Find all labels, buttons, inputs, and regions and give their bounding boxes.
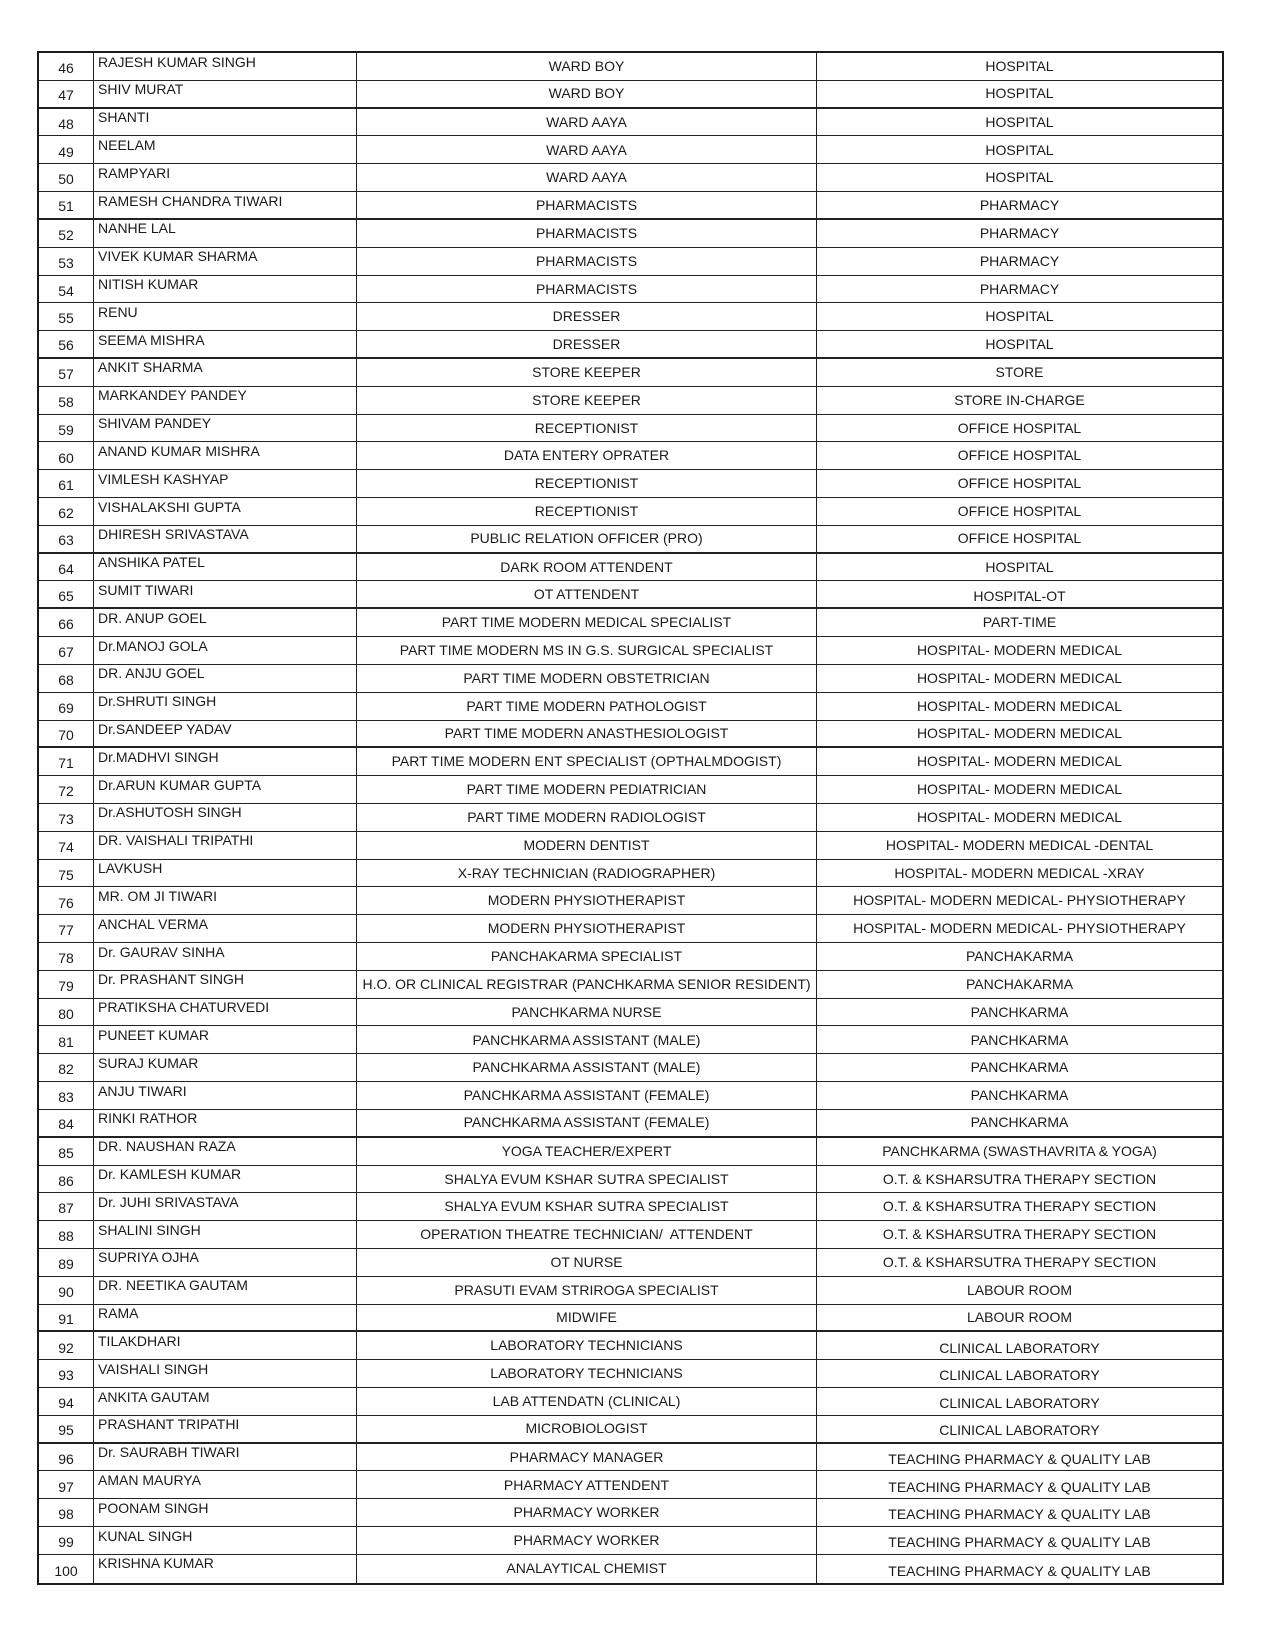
department-cell: STORE IN-CHARGE	[817, 387, 1222, 415]
department-cell: HOSPITAL- MODERN MEDICAL	[817, 776, 1222, 804]
department-cell: HOSPITAL-OT	[817, 581, 1222, 609]
table-row	[39, 53, 1222, 81]
name-cell: ANKIT SHARMA	[94, 359, 357, 387]
table-row	[39, 192, 1222, 220]
name-cell: MR. OM JI TIWARI	[94, 887, 357, 915]
row-number-cell: 78	[39, 943, 94, 971]
department-cell: PANCHAKARMA	[817, 943, 1222, 971]
table-row	[39, 415, 1222, 443]
department-cell: HOSPITAL- MODERN MEDICAL	[817, 804, 1222, 832]
position-cell: LABORATORY TECHNICIANS	[357, 1360, 817, 1388]
position-cell: PHARMACY WORKER	[357, 1527, 817, 1555]
department-cell: CLINICAL LABORATORY	[817, 1388, 1222, 1416]
name-cell: DHIRESH SRIVASTAVA	[94, 526, 357, 554]
table-row	[39, 1249, 1222, 1277]
name-cell: VIVEK KUMAR SHARMA	[94, 248, 357, 276]
row-number-cell: 90	[39, 1277, 94, 1305]
row-number-cell: 50	[39, 164, 94, 192]
table-row	[39, 721, 1222, 749]
row-number-cell: 99	[39, 1527, 94, 1555]
table-row	[39, 860, 1222, 888]
position-cell: PANCHAKARMA SPECIALIST	[357, 943, 817, 971]
staff-table	[37, 51, 1224, 1585]
name-cell: RAMA	[94, 1305, 357, 1333]
row-number-cell: 56	[39, 331, 94, 359]
position-cell: RECEPTIONIST	[357, 470, 817, 498]
department-cell: CLINICAL LABORATORY	[817, 1332, 1222, 1360]
name-cell: RENU	[94, 303, 357, 331]
table-row	[39, 1193, 1222, 1221]
table-row	[39, 748, 1222, 776]
row-number-cell: 64	[39, 554, 94, 582]
department-cell: PANCHKARMA	[817, 1110, 1222, 1138]
name-cell: PUNEET KUMAR	[94, 1026, 357, 1054]
row-number-cell: 61	[39, 470, 94, 498]
name-cell: RAMESH CHANDRA TIWARI	[94, 192, 357, 220]
row-number-cell: 63	[39, 526, 94, 554]
table-row	[39, 1305, 1222, 1333]
row-number-cell: 69	[39, 693, 94, 721]
table-row	[39, 776, 1222, 804]
department-cell: HOSPITAL	[817, 53, 1222, 81]
position-cell: MODERN PHYSIOTHERAPIST	[357, 915, 817, 943]
department-cell: PART-TIME	[817, 609, 1222, 637]
department-cell: HOSPITAL- MODERN MEDICAL -DENTAL	[817, 832, 1222, 860]
name-cell: Dr. KAMLESH KUMAR	[94, 1166, 357, 1194]
table-row	[39, 1054, 1222, 1082]
name-cell: LAVKUSH	[94, 860, 357, 888]
row-number-cell: 80	[39, 999, 94, 1027]
department-cell: O.T. & KSHARSUTRA THERAPY SECTION	[817, 1221, 1222, 1249]
row-number-cell: 62	[39, 498, 94, 526]
position-cell: RECEPTIONIST	[357, 498, 817, 526]
row-number-cell: 81	[39, 1026, 94, 1054]
row-number-cell: 70	[39, 721, 94, 749]
name-cell: NITISH KUMAR	[94, 276, 357, 304]
department-cell: PANCHKARMA	[817, 999, 1222, 1027]
position-cell: OPERATION THEATRE TECHNICIAN/ ATTENDENT	[357, 1221, 817, 1249]
name-cell: SHANTI	[94, 109, 357, 137]
table-row	[39, 637, 1222, 665]
department-cell: PHARMACY	[817, 220, 1222, 248]
position-cell: STORE KEEPER	[357, 387, 817, 415]
position-cell: PANCHKARMA ASSISTANT (FEMALE)	[357, 1082, 817, 1110]
department-cell: O.T. & KSHARSUTRA THERAPY SECTION	[817, 1249, 1222, 1277]
row-number-cell: 89	[39, 1249, 94, 1277]
table-row	[39, 1499, 1222, 1527]
position-cell: PART TIME MODERN PEDIATRICIAN	[357, 776, 817, 804]
name-cell: KRISHNA KUMAR	[94, 1555, 357, 1583]
position-cell: PANCHKARMA ASSISTANT (MALE)	[357, 1026, 817, 1054]
department-cell: TEACHING PHARMACY & QUALITY LAB	[817, 1527, 1222, 1555]
row-number-cell: 87	[39, 1193, 94, 1221]
department-cell: HOSPITAL	[817, 164, 1222, 192]
row-number-cell: 74	[39, 832, 94, 860]
department-cell: HOSPITAL	[817, 136, 1222, 164]
row-number-cell: 60	[39, 442, 94, 470]
position-cell: MIDWIFE	[357, 1305, 817, 1333]
row-number-cell: 88	[39, 1221, 94, 1249]
name-cell: DR. ANUP GOEL	[94, 609, 357, 637]
department-cell: LABOUR ROOM	[817, 1305, 1222, 1333]
row-number-cell: 86	[39, 1166, 94, 1194]
name-cell: POONAM SINGH	[94, 1499, 357, 1527]
position-cell: DATA ENTERY OPRATER	[357, 442, 817, 470]
department-cell: HOSPITAL- MODERN MEDICAL	[817, 693, 1222, 721]
name-cell: Dr. PRASHANT SINGH	[94, 971, 357, 999]
table-row	[39, 1138, 1222, 1166]
row-number-cell: 52	[39, 220, 94, 248]
name-cell: Dr.ARUN KUMAR GUPTA	[94, 776, 357, 804]
name-cell: MARKANDEY PANDEY	[94, 387, 357, 415]
position-cell: STORE KEEPER	[357, 359, 817, 387]
table-row	[39, 220, 1222, 248]
name-cell: Dr.SHRUTI SINGH	[94, 693, 357, 721]
table-row	[39, 832, 1222, 860]
position-cell: WARD BOY	[357, 81, 817, 109]
name-cell: SHALINI SINGH	[94, 1221, 357, 1249]
table-row	[39, 1221, 1222, 1249]
row-number-cell: 54	[39, 276, 94, 304]
position-cell: H.O. OR CLINICAL REGISTRAR (PANCHKARMA SENIOR RESIDENT)	[357, 971, 817, 999]
table-row	[39, 359, 1222, 387]
table-row	[39, 665, 1222, 693]
name-cell: SHIVAM PANDEY	[94, 415, 357, 443]
row-number-cell: 58	[39, 387, 94, 415]
department-cell: HOSPITAL	[817, 303, 1222, 331]
name-cell: NANHE LAL	[94, 220, 357, 248]
table-row	[39, 999, 1222, 1027]
table-row	[39, 915, 1222, 943]
name-cell: VAISHALI SINGH	[94, 1360, 357, 1388]
position-cell: WARD AAYA	[357, 109, 817, 137]
row-number-cell: 57	[39, 359, 94, 387]
position-cell: PRASUTI EVAM STRIROGA SPECIALIST	[357, 1277, 817, 1305]
row-number-cell: 66	[39, 609, 94, 637]
department-cell: HOSPITAL- MODERN MEDICAL	[817, 637, 1222, 665]
table-row	[39, 554, 1222, 582]
name-cell: SHIV MURAT	[94, 81, 357, 109]
row-number-cell: 55	[39, 303, 94, 331]
position-cell: PART TIME MODERN OBSTETRICIAN	[357, 665, 817, 693]
table-row	[39, 1388, 1222, 1416]
department-cell: HOSPITAL	[817, 554, 1222, 582]
name-cell: PRASHANT TRIPATHI	[94, 1416, 357, 1444]
position-cell: PART TIME MODERN PATHOLOGIST	[357, 693, 817, 721]
table-row	[39, 1166, 1222, 1194]
name-cell: SURAJ KUMAR	[94, 1054, 357, 1082]
row-number-cell: 53	[39, 248, 94, 276]
position-cell: PHARMACISTS	[357, 220, 817, 248]
table-row	[39, 1444, 1222, 1472]
department-cell: TEACHING PHARMACY & QUALITY LAB	[817, 1471, 1222, 1499]
name-cell: Dr.MADHVI SINGH	[94, 748, 357, 776]
table-row	[39, 971, 1222, 999]
department-cell: OFFICE HOSPITAL	[817, 442, 1222, 470]
position-cell: PART TIME MODERN ANASTHESIOLOGIST	[357, 721, 817, 749]
table-row	[39, 887, 1222, 915]
position-cell: OT ATTENDENT	[357, 581, 817, 609]
position-cell: MICROBIOLOGIST	[357, 1416, 817, 1444]
table-row	[39, 943, 1222, 971]
name-cell: KUNAL SINGH	[94, 1527, 357, 1555]
position-cell: SHALYA EVUM KSHAR SUTRA SPECIALIST	[357, 1193, 817, 1221]
row-number-cell: 73	[39, 804, 94, 832]
name-cell: DR. NEETIKA GAUTAM	[94, 1277, 357, 1305]
department-cell: PANCHKARMA	[817, 1054, 1222, 1082]
name-cell: SUPRIYA OJHA	[94, 1249, 357, 1277]
row-number-cell: 59	[39, 415, 94, 443]
department-cell: CLINICAL LABORATORY	[817, 1416, 1222, 1444]
name-cell: ANSHIKA PATEL	[94, 554, 357, 582]
position-cell: PHARMACY WORKER	[357, 1499, 817, 1527]
department-cell: PANCHKARMA	[817, 1082, 1222, 1110]
name-cell: ANCHAL VERMA	[94, 915, 357, 943]
position-cell: PHARMACY MANAGER	[357, 1444, 817, 1472]
row-number-cell: 72	[39, 776, 94, 804]
position-cell: X-RAY TECHNICIAN (RADIOGRAPHER)	[357, 860, 817, 888]
department-cell: TEACHING PHARMACY & QUALITY LAB	[817, 1499, 1222, 1527]
department-cell: HOSPITAL- MODERN MEDICAL- PHYSIOTHERAPY	[817, 915, 1222, 943]
table-row	[39, 1332, 1222, 1360]
name-cell: SUMIT TIWARI	[94, 581, 357, 609]
table-row	[39, 609, 1222, 637]
row-number-cell: 83	[39, 1082, 94, 1110]
row-number-cell: 67	[39, 637, 94, 665]
name-cell: Dr. SAURABH TIWARI	[94, 1444, 357, 1472]
table-row	[39, 303, 1222, 331]
position-cell: ANALAYTICAL CHEMIST	[357, 1555, 817, 1583]
position-cell: MODERN PHYSIOTHERAPIST	[357, 887, 817, 915]
row-number-cell: 51	[39, 192, 94, 220]
table-row	[39, 1360, 1222, 1388]
department-cell: TEACHING PHARMACY & QUALITY LAB	[817, 1444, 1222, 1472]
department-cell: PANCHKARMA (SWASTHAVRITA & YOGA)	[817, 1138, 1222, 1166]
department-cell: OFFICE HOSPITAL	[817, 498, 1222, 526]
table-row	[39, 1416, 1222, 1444]
row-number-cell: 92	[39, 1332, 94, 1360]
department-cell: TEACHING PHARMACY & QUALITY LAB	[888, 1563, 1151, 1579]
row-number-cell: 100	[39, 1555, 94, 1583]
department-cell: PANCHAKARMA	[817, 971, 1222, 999]
table-row	[39, 1527, 1222, 1555]
position-cell: PHARMACISTS	[357, 248, 817, 276]
department-cell: OFFICE HOSPITAL	[817, 470, 1222, 498]
name-cell: RINKI RATHOR	[94, 1110, 357, 1138]
position-cell: PHARMACY ATTENDENT	[357, 1471, 817, 1499]
row-number-cell: 82	[39, 1054, 94, 1082]
row-number-cell: 46	[39, 53, 94, 81]
name-cell: Dr. GAURAV SINHA	[94, 943, 357, 971]
table-row	[39, 164, 1222, 192]
name-cell: PRATIKSHA CHATURVEDI	[94, 999, 357, 1027]
department-cell: HOSPITAL- MODERN MEDICAL	[817, 748, 1222, 776]
position-cell: DARK ROOM ATTENDENT	[357, 554, 817, 582]
name-cell: Dr.ASHUTOSH SINGH	[94, 804, 357, 832]
department-cell: PANCHKARMA	[817, 1026, 1222, 1054]
name-cell: Dr.SANDEEP YADAV	[94, 721, 357, 749]
row-number-cell: 76	[39, 887, 94, 915]
name-cell: NEELAM	[94, 136, 357, 164]
name-cell: ANJU TIWARI	[94, 1082, 357, 1110]
name-cell: DR. NAUSHAN RAZA	[94, 1138, 357, 1166]
row-number-cell: 65	[39, 581, 94, 609]
table-row	[39, 136, 1222, 164]
table-row	[39, 1471, 1222, 1499]
row-number-cell: 68	[39, 665, 94, 693]
table-row	[39, 1026, 1222, 1054]
department-cell: OFFICE HOSPITAL	[817, 526, 1222, 554]
department-cell: O.T. & KSHARSUTRA THERAPY SECTION	[817, 1166, 1222, 1194]
position-cell: MODERN DENTIST	[357, 832, 817, 860]
department-cell: HOSPITAL	[817, 109, 1222, 137]
position-cell: PART TIME MODERN MEDICAL SPECIALIST	[357, 609, 817, 637]
position-cell: WARD AAYA	[357, 136, 817, 164]
row-number-cell: 47	[39, 81, 94, 109]
department-cell: STORE	[817, 359, 1222, 387]
table-row	[39, 109, 1222, 137]
position-cell: PHARMACISTS	[357, 192, 817, 220]
row-number-cell: 49	[39, 136, 94, 164]
position-cell: YOGA TEACHER/EXPERT	[357, 1138, 817, 1166]
row-number-cell: 91	[39, 1305, 94, 1333]
department-cell: HOSPITAL	[817, 81, 1222, 109]
department-cell: LABOUR ROOM	[817, 1277, 1222, 1305]
position-cell: WARD AAYA	[357, 164, 817, 192]
table-row	[39, 1110, 1222, 1138]
position-cell: PANCHKARMA NURSE	[357, 999, 817, 1027]
position-cell: PART TIME MODERN MS IN G.S. SURGICAL SPECIALIST	[357, 637, 817, 665]
name-cell: Dr. JUHI SRIVASTAVA	[94, 1193, 357, 1221]
name-cell: DR. ANJU GOEL	[94, 665, 357, 693]
department-cell: HOSPITAL- MODERN MEDICAL	[817, 721, 1222, 749]
row-number-cell: 96	[39, 1444, 94, 1472]
table-row	[39, 442, 1222, 470]
table-row	[39, 276, 1222, 304]
table-row	[39, 1277, 1222, 1305]
row-number-cell: 84	[39, 1110, 94, 1138]
row-number-cell: 79	[39, 971, 94, 999]
table-row	[39, 804, 1222, 832]
row-number-cell: 77	[39, 915, 94, 943]
department-cell: O.T. & KSHARSUTRA THERAPY SECTION	[817, 1193, 1222, 1221]
row-number-cell: 48	[39, 109, 94, 137]
table-row	[39, 1082, 1222, 1110]
position-cell: LAB ATTENDATN (CLINICAL)	[357, 1388, 817, 1416]
name-cell: ANKITA GAUTAM	[94, 1388, 357, 1416]
name-cell: RAJESH KUMAR SINGH	[94, 53, 357, 81]
position-cell: DRESSER	[357, 303, 817, 331]
position-cell: SHALYA EVUM KSHAR SUTRA SPECIALIST	[357, 1166, 817, 1194]
name-cell: SEEMA MISHRA	[94, 331, 357, 359]
position-cell: LABORATORY TECHNICIANS	[357, 1332, 817, 1360]
position-cell: WARD BOY	[357, 53, 817, 81]
name-cell: RAMPYARI	[94, 164, 357, 192]
table-row	[39, 387, 1222, 415]
department-cell: PHARMACY	[817, 248, 1222, 276]
position-cell: PHARMACISTS	[357, 276, 817, 304]
position-cell: PUBLIC RELATION OFFICER (PRO)	[357, 526, 817, 554]
position-cell: PART TIME MODERN RADIOLOGIST	[357, 804, 817, 832]
row-number-cell: 98	[39, 1499, 94, 1527]
table-row	[39, 331, 1222, 359]
position-cell: DRESSER	[357, 331, 817, 359]
table-row	[39, 81, 1222, 109]
department-cell: OFFICE HOSPITAL	[817, 415, 1222, 443]
table-row	[39, 526, 1222, 554]
department-cell: HOSPITAL- MODERN MEDICAL -XRAY	[817, 860, 1222, 888]
table-row	[39, 498, 1222, 526]
name-cell: Dr.MANOJ GOLA	[94, 637, 357, 665]
position-cell: RECEPTIONIST	[357, 415, 817, 443]
name-cell: AMAN MAURYA	[94, 1471, 357, 1499]
table-row	[39, 248, 1222, 276]
position-cell: PART TIME MODERN ENT SPECIALIST (OPTHALMDOGIST)	[357, 748, 817, 776]
table-row	[39, 581, 1222, 609]
department-cell: PHARMACY	[817, 276, 1222, 304]
department-cell: CLINICAL LABORATORY	[817, 1360, 1222, 1388]
row-number-cell: 93	[39, 1360, 94, 1388]
department-cell: HOSPITAL- MODERN MEDICAL- PHYSIOTHERAPY	[817, 887, 1222, 915]
department-cell: HOSPITAL- MODERN MEDICAL	[817, 665, 1222, 693]
row-number-cell: 97	[39, 1471, 94, 1499]
table-row	[39, 693, 1222, 721]
row-number-cell: 95	[39, 1416, 94, 1444]
table-row	[39, 1555, 1222, 1583]
row-number-cell: 71	[39, 748, 94, 776]
row-number-cell: 94	[39, 1388, 94, 1416]
department-cell: HOSPITAL	[817, 331, 1222, 359]
name-cell: VISHALAKSHI GUPTA	[94, 498, 357, 526]
row-number-cell: 85	[39, 1138, 94, 1166]
row-number-cell: 75	[39, 860, 94, 888]
name-cell: TILAKDHARI	[94, 1332, 357, 1360]
name-cell: ANAND KUMAR MISHRA	[94, 442, 357, 470]
position-cell: OT NURSE	[357, 1249, 817, 1277]
name-cell: DR. VAISHALI TRIPATHI	[94, 832, 357, 860]
department-cell: PHARMACY	[817, 192, 1222, 220]
position-cell: PANCHKARMA ASSISTANT (FEMALE)	[357, 1110, 817, 1138]
table-row	[39, 470, 1222, 498]
position-cell: PANCHKARMA ASSISTANT (MALE)	[357, 1054, 817, 1082]
name-cell: VIMLESH KASHYAP	[94, 470, 357, 498]
